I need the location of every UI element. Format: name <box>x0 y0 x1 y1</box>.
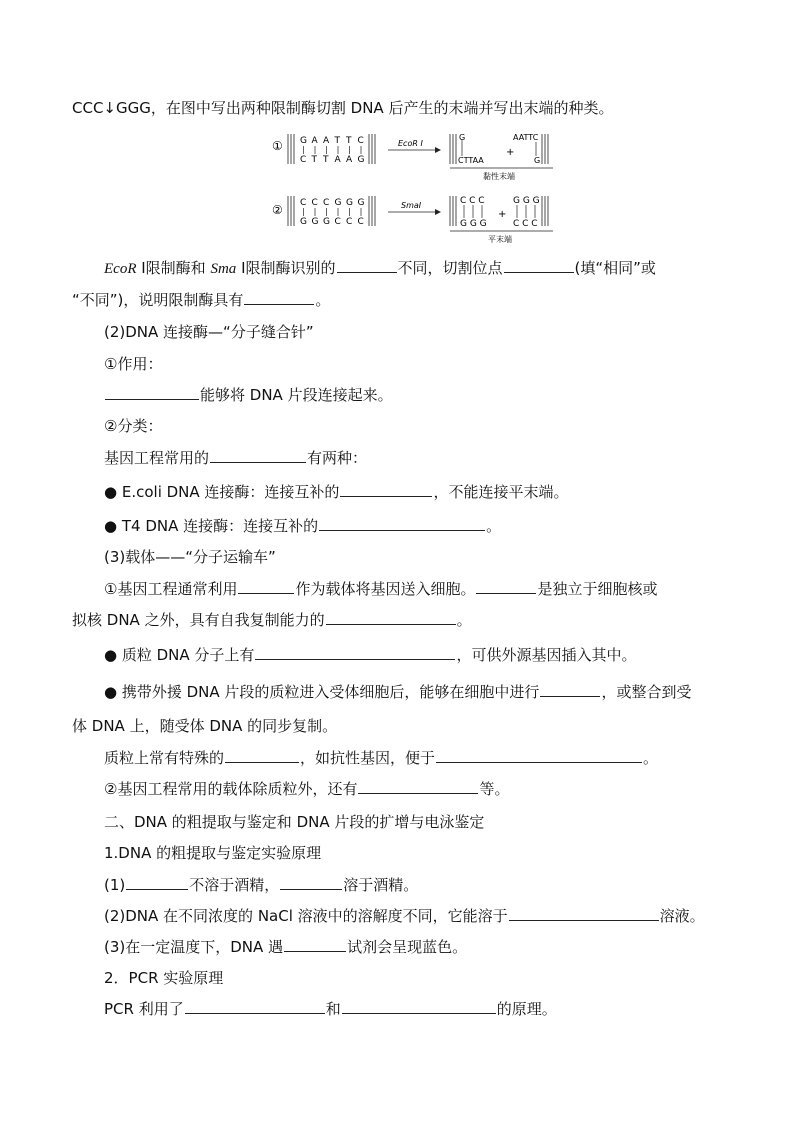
text-run: 等。 <box>479 780 510 798</box>
text-run: 溶于酒精。 <box>343 876 419 894</box>
sma-name: Sma <box>210 261 237 277</box>
row1-frag1-bottom: CTTAA <box>458 156 484 165</box>
text-run: 质粒上常有特殊的 <box>104 749 225 767</box>
row1-bottom-base: T <box>323 155 329 165</box>
row2-number: ② <box>272 203 283 217</box>
text-run: ● 携带外援 DNA 片段的质粒进入受体细胞后，能够在细胞中进行 <box>104 683 540 701</box>
text-run: 拟核 DNA 之外，具有自我复制能力的 <box>72 611 325 629</box>
text-run: ，不能连接平末端。 <box>433 483 569 501</box>
blank-recognition-site[interactable] <box>337 258 397 273</box>
text-run: ● T4 DNA 连接酶：连接互补的 <box>104 517 319 535</box>
row2-top-bases <box>300 198 365 208</box>
row2-bottom-bases <box>300 217 364 227</box>
text-run: ，或整合到受 <box>601 683 692 701</box>
blank-other-vectors[interactable] <box>358 779 478 794</box>
vector-line-2 <box>72 610 472 630</box>
row2-frag1-top: C C C <box>460 196 485 206</box>
row1-bottom-bases <box>300 155 365 165</box>
text-run: “不同”)，说明限制酶具有 <box>72 291 244 309</box>
row1-top-bases <box>300 136 364 146</box>
row1-top-base: G <box>300 136 307 146</box>
text-run: ● E.coli DNA 连接酶：连接互补的 <box>104 483 340 501</box>
text-run: 。 <box>643 749 659 767</box>
row2-bottom-base: G <box>300 217 307 227</box>
text-run: 。 <box>315 291 331 309</box>
row1-bottom-base: A <box>346 155 353 165</box>
text-run: 作为载体将基因送入细胞。 <box>295 580 476 598</box>
other-vectors-line <box>104 779 509 799</box>
row2-bottom-base: C <box>346 217 353 227</box>
intro-sequence: CCC↓GGG， <box>72 99 166 117</box>
text-run: 的原理。 <box>496 1000 557 1018</box>
text-run: Ⅰ限制酶识别的 <box>236 259 336 277</box>
row2-enzyme-label: SmaⅠ <box>401 201 422 210</box>
row2-top-base: G <box>357 198 365 208</box>
extraction-item-1 <box>104 875 418 895</box>
heading-ligase: (2)DNA 连接酶—“分子缝合针” <box>104 323 314 341</box>
blank-pcr-principle-2[interactable] <box>342 999 496 1014</box>
row2-caption: 平末端 <box>488 235 512 244</box>
blank-cut-site[interactable] <box>504 258 574 273</box>
blank-vector-type[interactable] <box>238 579 294 594</box>
blank-self-replication[interactable] <box>540 682 600 697</box>
blank-plasmid-nature[interactable] <box>326 610 456 625</box>
row2-top-base: C <box>300 198 307 208</box>
text-run: 不溶于酒精， <box>189 876 280 894</box>
row2-top-base: C <box>311 198 318 208</box>
blank-t4-ends[interactable] <box>319 516 485 531</box>
row1-frag2-top: AATTC <box>513 133 539 142</box>
blank-restriction-sites[interactable] <box>255 645 455 660</box>
intro-text: 在图中写出两种限制酶切割 DNA 后产生的末端并写出末端的种类。 <box>165 99 614 117</box>
text-run: 是独立于细胞核或 <box>537 580 658 598</box>
text-run: 不同，切割位点 <box>397 259 503 277</box>
row1-top-base: C <box>357 136 364 146</box>
enzyme-question-line-2 <box>72 290 330 310</box>
row2-bottom-base: G <box>311 217 319 227</box>
text-run: ①基因工程通常利用 <box>104 580 238 598</box>
text-run: 有两种： <box>307 449 368 467</box>
subheading-function: ①作用： <box>104 355 163 373</box>
row1-arrowhead <box>435 147 441 153</box>
heading-vector: (3)载体——“分子运输车” <box>104 548 276 566</box>
ligase-types-line <box>104 448 367 468</box>
blank-plasmid[interactable] <box>476 579 536 594</box>
row1-base-bonds <box>304 146 362 154</box>
row1-frag2-bottom: G <box>534 156 541 165</box>
text-run: ②基因工程常用的载体除质粒外，还有 <box>104 780 358 798</box>
text-run: 基因工程常用的 <box>104 449 210 467</box>
row1-number: ① <box>272 139 283 153</box>
row2-plus: + <box>498 209 507 220</box>
text-run: ，可供外源基因插入其中。 <box>456 646 637 664</box>
row1-bottom-base: C <box>300 155 307 165</box>
row2-base-bonds <box>304 208 362 216</box>
blank-soluble-substances[interactable] <box>280 875 342 890</box>
ligase-function-line <box>104 385 393 405</box>
row2-bottom-base: G <box>323 217 330 227</box>
ecor-name: EcoR <box>104 261 137 277</box>
row1-caption: 黏性末端 <box>483 172 515 181</box>
text-run: 能够将 DNA 片段连接起来。 <box>200 386 393 404</box>
text-run: (2)DNA 在不同浓度的 NaCl 溶液中的溶解度不同，它能溶于 <box>104 907 508 925</box>
enzyme-question-line <box>104 258 656 279</box>
row1-bottom-base: G <box>357 155 365 165</box>
text-run: Ⅰ限制酶和 <box>136 259 211 277</box>
subsection-pcr: 2．PCR 实验原理 <box>104 969 224 987</box>
bullet-plasmid-sites <box>104 645 636 665</box>
row1-top-base: A <box>323 136 330 146</box>
text-run: (1) <box>104 876 126 894</box>
row1-bottom-base: A <box>334 155 341 165</box>
blank-ecoli-ends[interactable] <box>340 482 432 497</box>
text-run: PCR 利用了 <box>104 1000 184 1018</box>
text-run: 溶液。 <box>659 907 705 925</box>
row1-enzyme-label: EcoR Ⅰ <box>398 139 423 148</box>
blank-dna-insoluble[interactable] <box>126 875 188 890</box>
row2-top-base: C <box>323 198 330 208</box>
row2-frag2-bottom: C C C <box>513 219 538 229</box>
row2-bottom-base: C <box>334 217 341 227</box>
row1-plus: + <box>506 147 515 158</box>
bullet-t4-ligase <box>104 516 501 536</box>
vector-line-1 <box>104 579 657 599</box>
pcr-principle-line <box>104 999 557 1019</box>
text-run: 和 <box>325 1000 341 1018</box>
row2-frag2-top: G G G <box>513 196 540 206</box>
text-run: ● 质粒 DNA 分子上有 <box>104 646 255 664</box>
blank-ligase-function[interactable] <box>105 385 199 400</box>
marker-gene-line <box>104 748 658 768</box>
row1-frag1-top: G <box>459 133 466 142</box>
row1-bottom-base: T <box>311 155 317 165</box>
row1-top-base: A <box>311 136 318 146</box>
text-run: (3)在一定温度下，DNA 遇 <box>104 938 284 956</box>
row2-top-base: G <box>346 198 353 208</box>
section-two-heading: 二、DNA 的粗提取与鉴定和 DNA 片段的扩增与电泳鉴定 <box>104 813 485 831</box>
replication-line-2: 体 DNA 上，随受体 DNA 的同步复制。 <box>72 717 338 735</box>
blank-ligase-types[interactable] <box>210 448 306 463</box>
row2-frag1-bottom: G G G <box>460 219 487 229</box>
text-run: ，如抗性基因，便于 <box>300 749 436 767</box>
subheading-types: ②分类： <box>104 417 163 435</box>
row2-arrowhead <box>435 209 441 215</box>
blank-specificity[interactable] <box>244 290 314 305</box>
bullet-ecoli-ligase <box>104 482 568 502</box>
blank-reagent[interactable] <box>284 937 346 952</box>
text-run: (填“相同”或 <box>574 259 656 277</box>
extraction-item-2 <box>104 906 705 926</box>
blank-pcr-principle-1[interactable] <box>185 999 325 1014</box>
row1-top-base: T <box>334 136 340 146</box>
row2-bottom-base: C <box>357 217 364 227</box>
row2-top-base: G <box>334 198 342 208</box>
restriction-enzyme-diagram <box>270 128 570 246</box>
text-run: 。 <box>456 611 472 629</box>
row1-top-base: T <box>346 136 352 146</box>
intro-line <box>72 98 613 118</box>
blank-nacl-concentration[interactable] <box>509 906 659 921</box>
text-run: 。 <box>486 517 502 535</box>
blank-marker-gene[interactable] <box>225 748 299 763</box>
blank-marker-purpose[interactable] <box>436 748 642 763</box>
extraction-item-3 <box>104 937 467 957</box>
text-run: 试剂会呈现蓝色。 <box>347 938 468 956</box>
bullet-plasmid-replication <box>104 682 691 702</box>
subsection-dna-extraction: 1.DNA 的粗提取与鉴定实验原理 <box>104 844 322 862</box>
